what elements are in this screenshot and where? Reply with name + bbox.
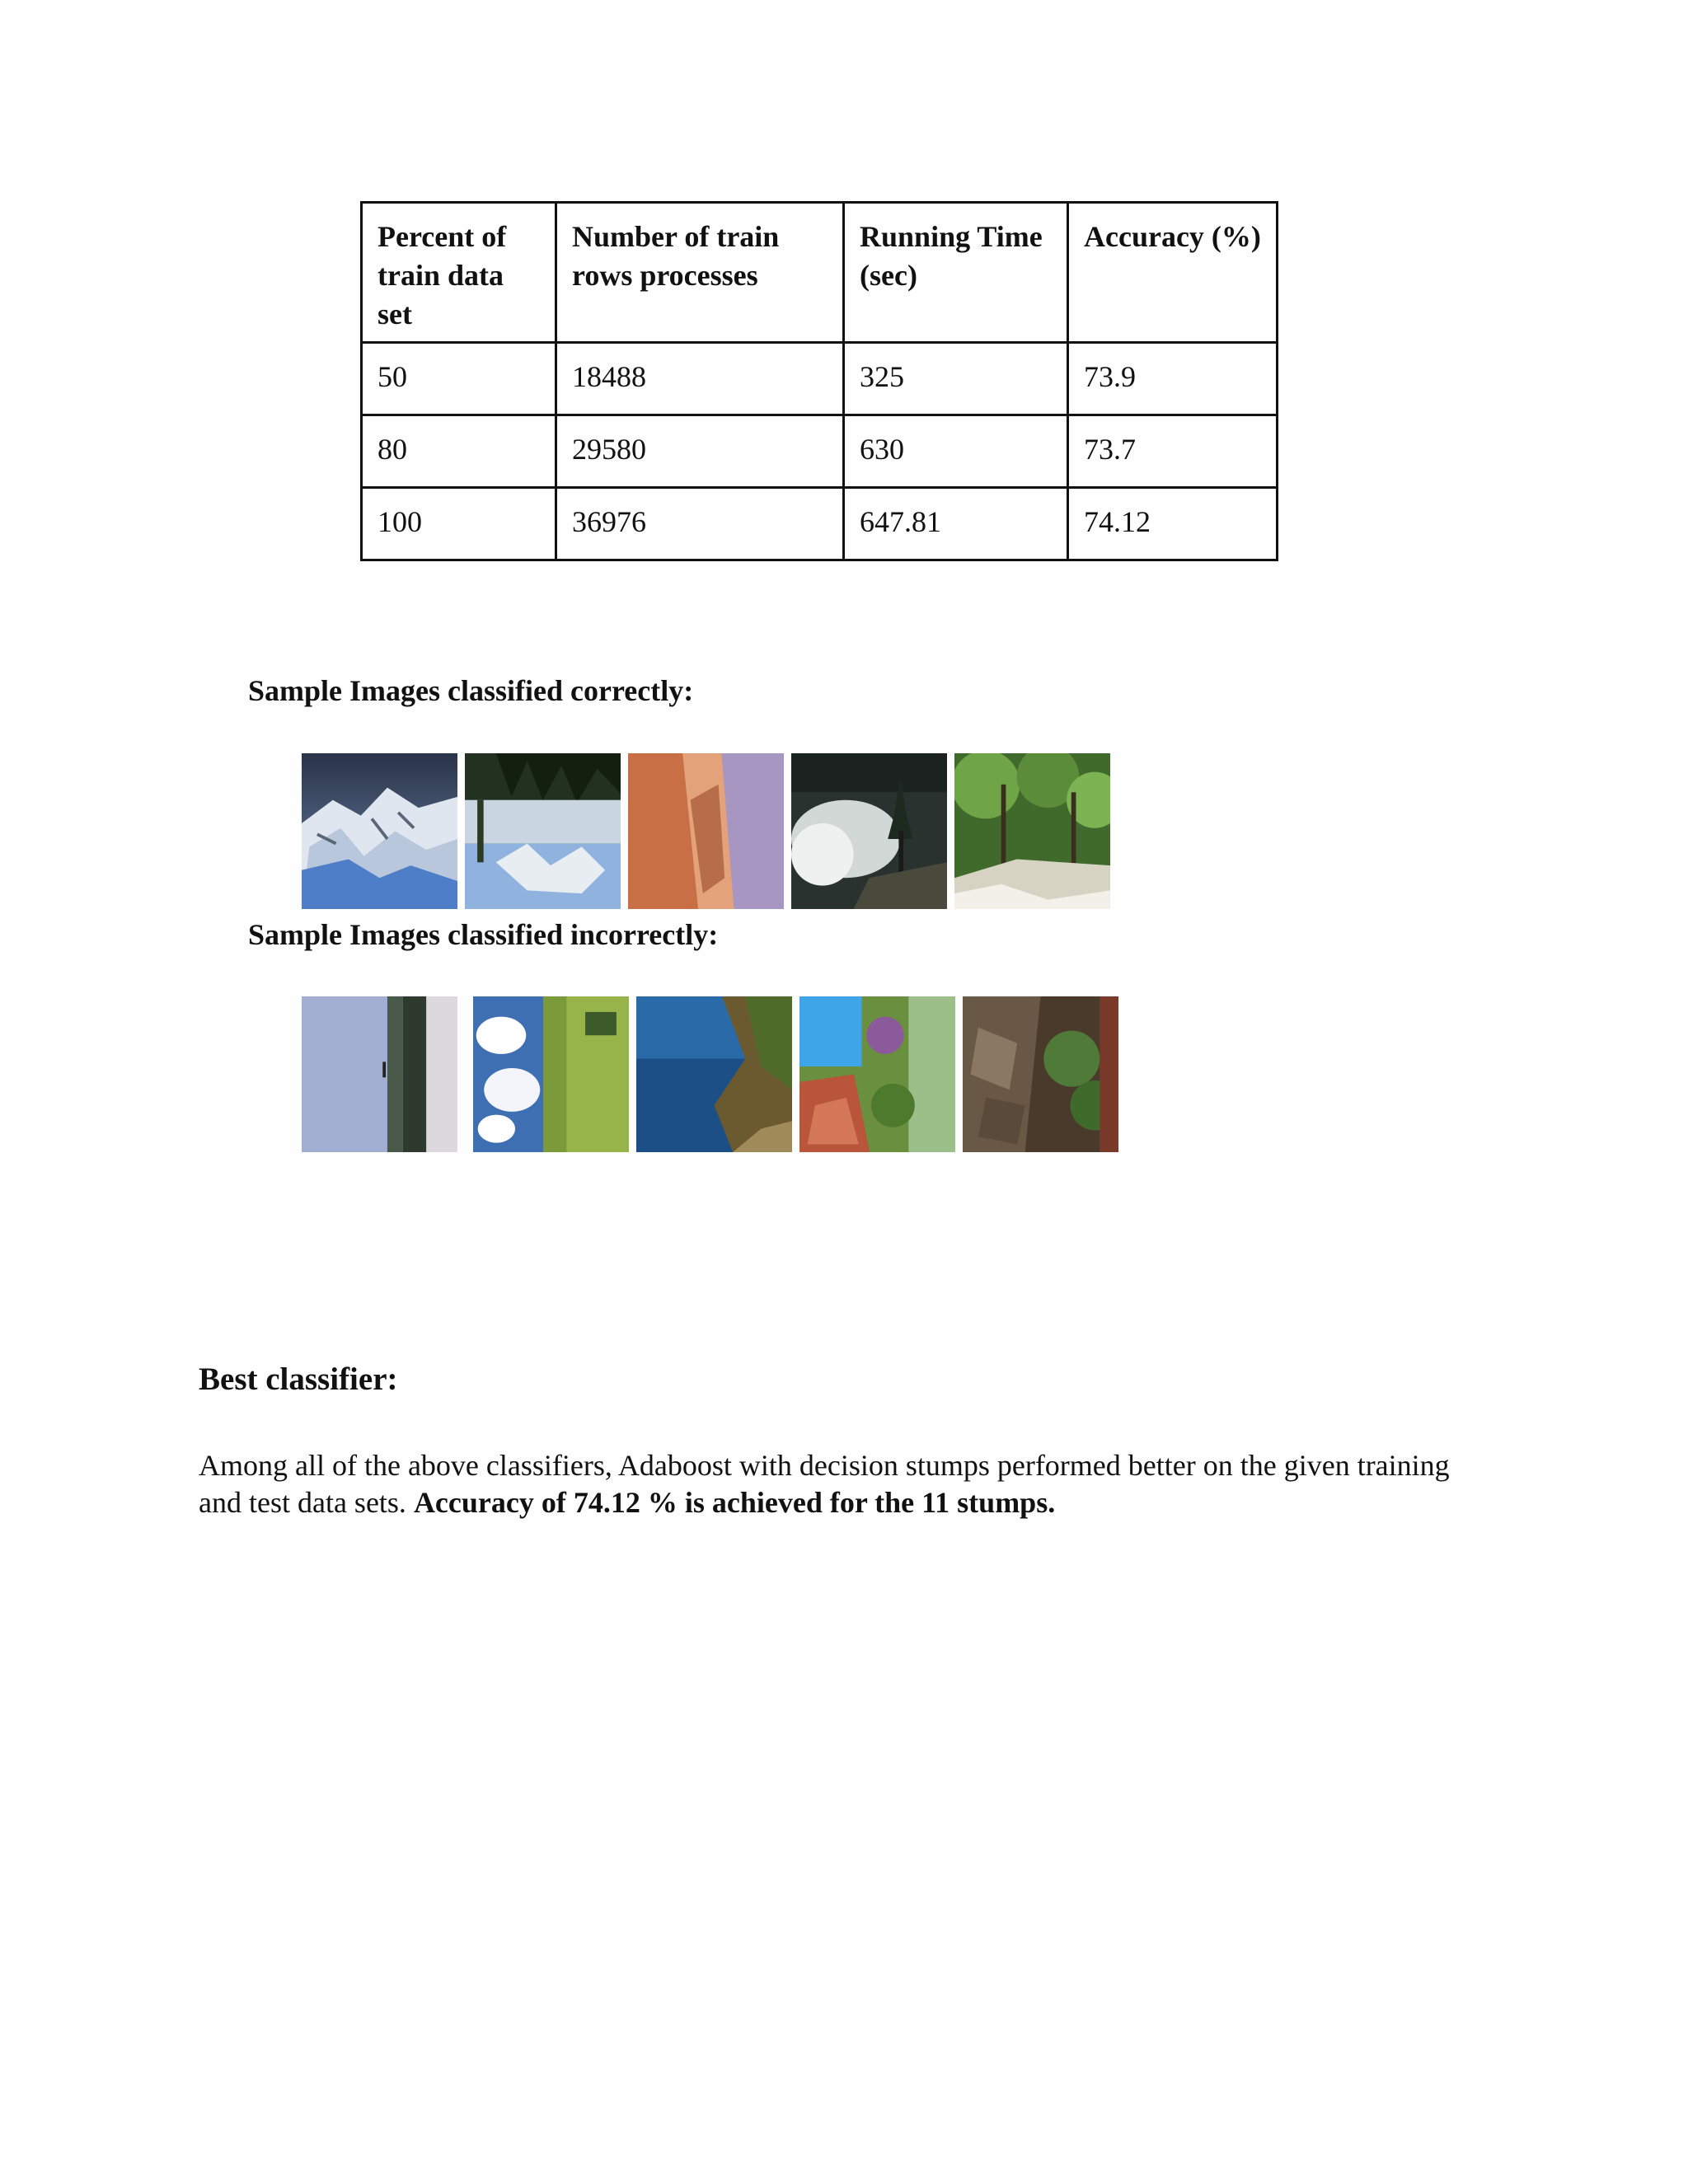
sample-image-forest-path <box>954 753 1110 909</box>
incorrect-samples-heading: Sample Images classified incorrectly: <box>248 918 719 951</box>
cell-accuracy: 73.7 <box>1068 415 1278 488</box>
sample-image-tree-reflection <box>465 753 621 909</box>
sample-image-lake-cliff <box>636 996 792 1152</box>
table-row <box>362 415 1278 488</box>
sample-image-misty-waterfall <box>791 753 947 909</box>
sample-image-clouds-meadow <box>473 996 629 1152</box>
conclusion-text: Among all of the above classifiers, Adaboost with decision stumps performed better on the given training and test data sets. <box>199 1449 1450 1519</box>
cell-percent: 100 <box>362 488 556 560</box>
best-classifier-heading: Best classifier: <box>199 1361 398 1397</box>
table-header-row <box>362 203 1278 343</box>
cell-percent: 80 <box>362 415 556 488</box>
table-row <box>362 488 1278 560</box>
header-running-time: Running Time (sec) <box>844 203 1068 343</box>
sample-image-red-rocks <box>799 996 955 1152</box>
header-percent-train: Percent of train data set <box>362 203 556 343</box>
header-accuracy: Accuracy (%) <box>1068 203 1278 343</box>
cell-rows: 36976 <box>556 488 844 560</box>
cell-rows: 29580 <box>556 415 844 488</box>
header-train-rows: Number of train rows processes <box>556 203 844 343</box>
table-row <box>362 343 1278 415</box>
sample-image-snowy-mountain <box>302 753 457 909</box>
cell-accuracy: 74.12 <box>1068 488 1278 560</box>
cell-time: 325 <box>844 343 1068 415</box>
cell-accuracy: 73.9 <box>1068 343 1278 415</box>
best-classifier-paragraph <box>199 1447 1484 1521</box>
cell-time: 647.81 <box>844 488 1068 560</box>
sample-image-sideways-horizon <box>302 996 457 1152</box>
results-table <box>360 201 1278 561</box>
sample-image-orange-abstract <box>628 753 784 909</box>
cell-time: 630 <box>844 415 1068 488</box>
sample-image-rocky-forest <box>963 996 1118 1152</box>
correct-samples-heading: Sample Images classified correctly: <box>248 674 694 707</box>
cell-percent: 50 <box>362 343 556 415</box>
cell-rows: 18488 <box>556 343 844 415</box>
conclusion-highlight: Accuracy of 74.12 % is achieved for the 11 stumps. <box>413 1486 1056 1519</box>
